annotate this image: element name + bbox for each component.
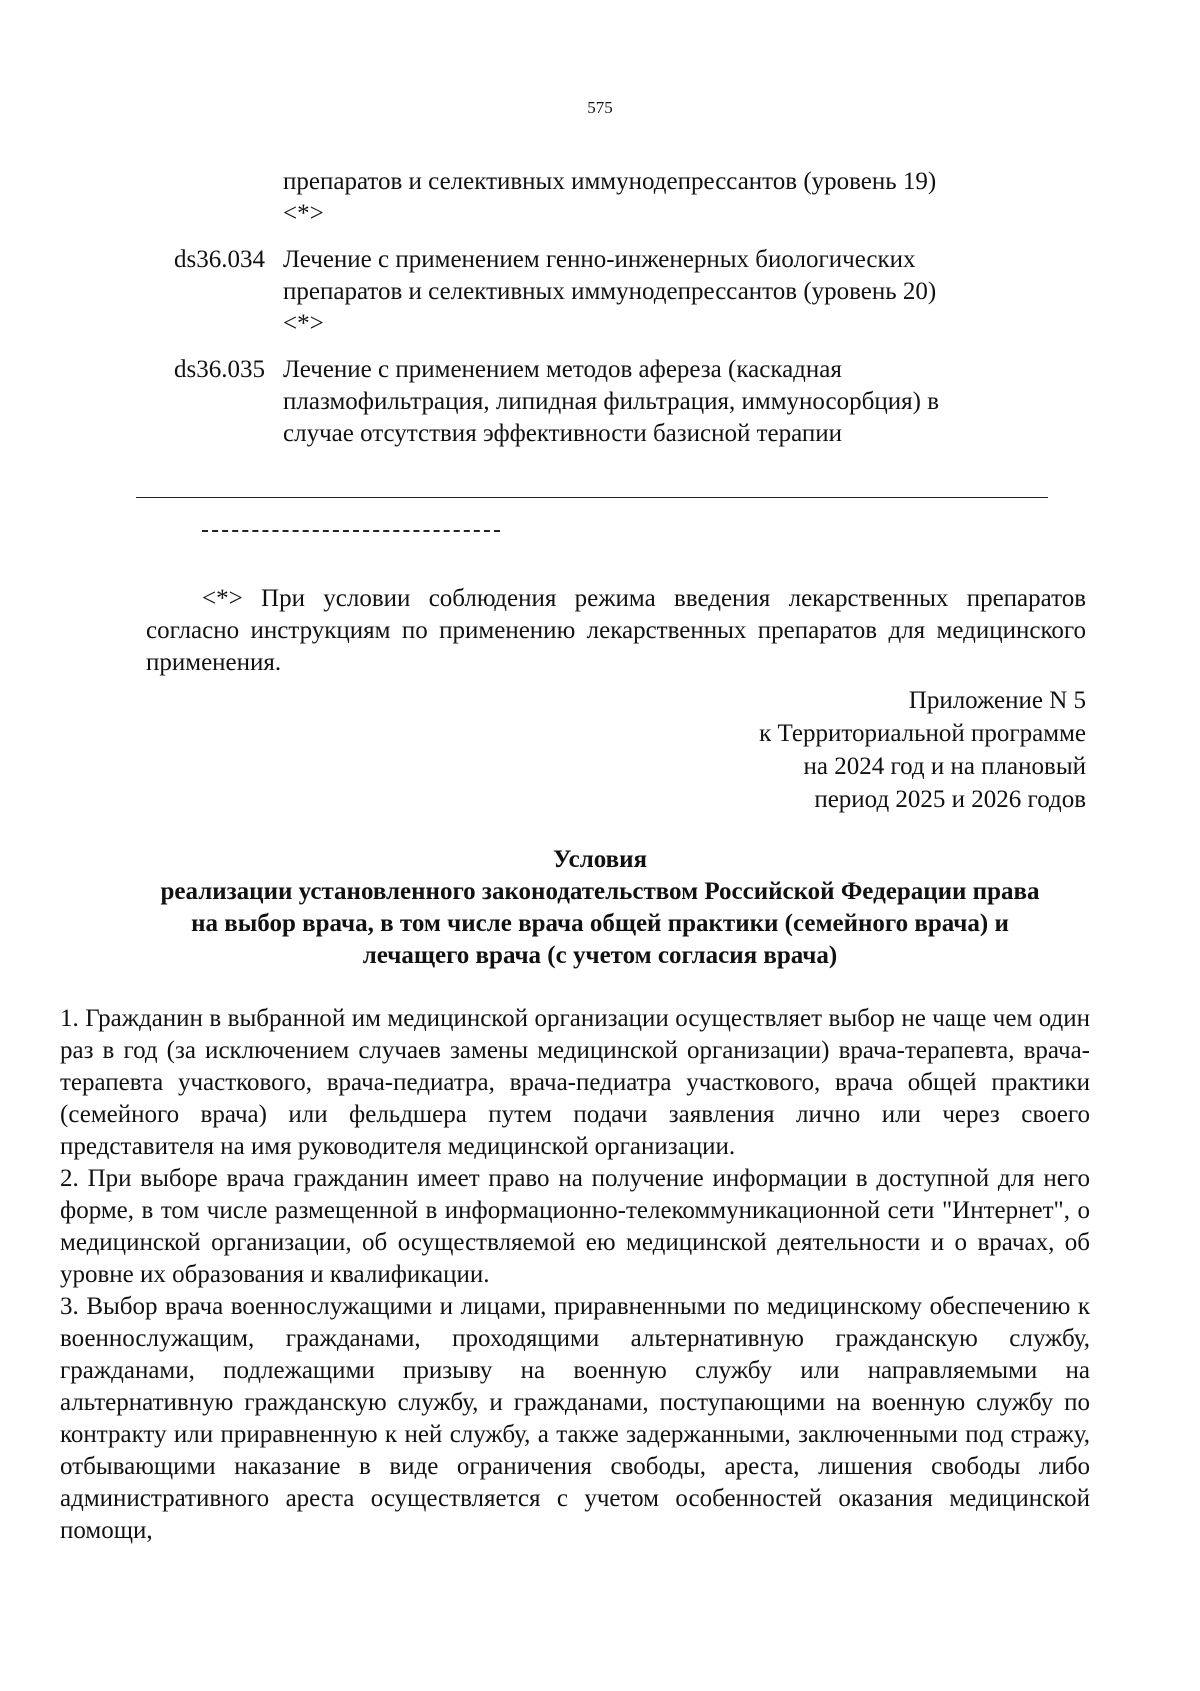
- row-name: [283, 244, 1043, 340]
- row-name-line: <*>: [283, 200, 324, 227]
- table-row: [0, 354, 1200, 450]
- row-name-line: Лечение с применением методов афереза (каскадная: [283, 356, 842, 383]
- page-number: 575: [587, 98, 613, 117]
- row-name-line: Лечение с применением генно-инженерных биологических: [283, 246, 916, 273]
- title-line: реализации установленного законодательством Российской Федерации права: [160, 878, 1040, 905]
- table-row: [0, 166, 1200, 230]
- document-title: [0, 844, 1200, 972]
- row-name-line: препаратов и селективных иммунодепрессантов (уровень 20): [283, 278, 937, 305]
- title-line: лечащего врача (с учетом согласия врача): [362, 942, 838, 969]
- title-line: Условия: [552, 846, 648, 873]
- table-bottom-rule: [136, 497, 1048, 498]
- table-fragment: [0, 166, 1200, 464]
- row-code: ds36.034: [174, 246, 265, 273]
- row-name-line: случае отсутствия эффективности базисной терапии: [283, 420, 843, 447]
- row-name: [283, 166, 1043, 230]
- appendix-line: к Территориальной программе: [759, 720, 1086, 747]
- appendix-header: [626, 684, 1086, 816]
- row-name-line: препаратов и селективных иммунодепрессантов (уровень 19): [283, 168, 937, 195]
- paragraph: 3. Выбор врача военнослужащими и лицами, приравненными по медицинскому обеспечению к военнослужащим, гражданами, проходящими альтернативную гражданскую службу, гражданами, подлежащими призыву на военную службу или направляемыми на альтернативную гражданскую службу, и гражданами, поступающими на военную службу по контракту или приравненную к ней службу, а также задержанными, заключенными под стражу, отбывающими наказание в виде ограничения свободы, ареста, лишения свободы либо административного ареста осуществляется с учетом особенностей оказания медицинской помощи,: [60, 1293, 1090, 1544]
- row-name: [283, 354, 1043, 450]
- table-row: [0, 244, 1200, 340]
- appendix-line: период 2025 и 2026 годов: [814, 786, 1086, 813]
- title-line: на выбор врача, в том числе врача общей практики (семейного врача) и: [191, 910, 1009, 937]
- body-text: [60, 1003, 1090, 1547]
- row-code: ds36.035: [174, 356, 265, 383]
- appendix-line: на 2024 год и на плановый: [803, 753, 1086, 780]
- paragraph: 2. При выборе врача гражданин имеет право на получение информации в доступной для него форме, в том числе размещенной в информационно-телекоммуникационной сети "Интернет", о медицинской организации, об осуществляемой ею медицинской деятельности и о врачах, об уровне их образования и квалификации.: [60, 1165, 1090, 1288]
- paragraph: 1. Гражданин в выбранной им медицинской организации осуществляет выбор не чаще чем один раз в год (за исключением случаев замены медицинской организации) врача-терапевта, врача-терапевта участкового, врача-педиатра, врача-педиатра участкового, врача общей практики (семейного врача) или фельдшера путем подачи заявления лично или через своего представителя на имя руководителя медицинской организации.: [60, 1005, 1090, 1160]
- footnote: <*> При условии соблюдения режима введения лекарственных препаратов согласно инструкциям по применению лекарственных препаратов для медицинского применения.: [146, 585, 1086, 676]
- row-name-line: <*>: [283, 310, 324, 337]
- footnote-separator: [202, 530, 500, 532]
- row-name-line: плазмофильтрация, липидная фильтрация, иммуносорбция) в: [283, 388, 939, 415]
- appendix-line: Приложение N 5: [908, 687, 1086, 714]
